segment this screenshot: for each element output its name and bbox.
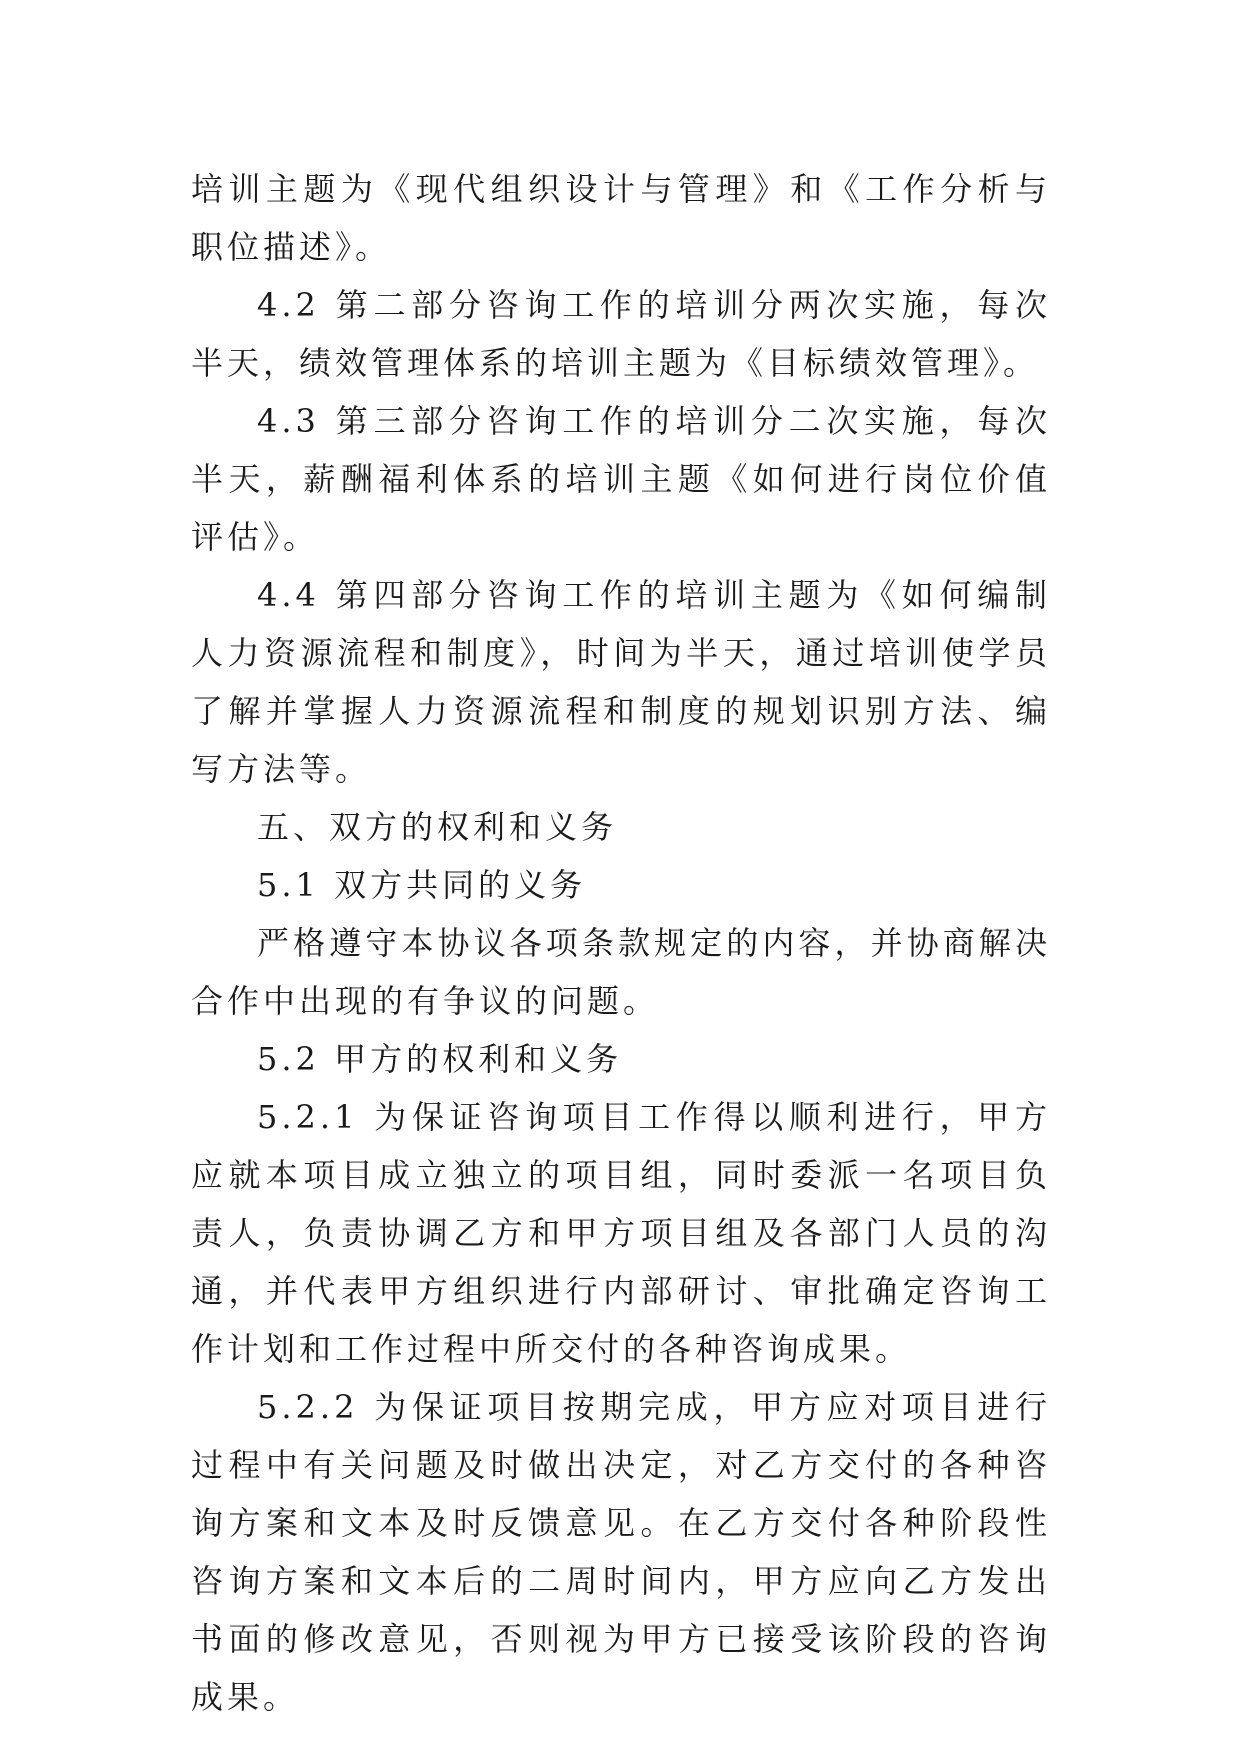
paragraph-4-2: 4.2 第二部分咨询工作的培训分两次实施，每次半天，绩效管理体系的培训主题为《目标绩效管理》。 [191, 286, 1051, 382]
paragraph-5-2-1: 5.2.1 为保证咨询项目工作得以顺利进行，甲方应就本项目成立独立的项目组，同时委派一名项目负责人，负责协调乙方和甲方项目组及各部门人员的沟通，并代表甲方组织进行内部研讨、审批确定咨询工作计划和工作过程中所交付的各种咨询成果。 [191, 1098, 1051, 1368]
document-body [191, 160, 1051, 1726]
subheading-5-1: 5.1 双方共同的义务 [257, 866, 587, 904]
paragraph-training-topics: 培训主题为《现代组织设计与管理》和《工作分析与职位描述》。 [191, 170, 1051, 266]
paragraph-4-3: 4.3 第三部分咨询工作的培训分二次实施，每次半天，薪酬福利体系的培训主题《如何进行岗位价值评估》。 [191, 402, 1051, 556]
paragraph-5-2-2: 5.2.2 为保证项目按期完成，甲方应对项目进行过程中有关问题及时做出决定，对乙方交付的各种咨询方案和文本及时反馈意见。在乙方交付各种阶段性咨询方案和文本后的二周时间内，甲方应向乙方发出书面的修改意见，否则视为甲方已接受该阶段的咨询成果。 [191, 1388, 1051, 1716]
paragraph-4-4: 4.4 第四部分咨询工作的培训主题为《如何编制人力资源流程和制度》，时间为半天，通过培训使学员了解并掌握人力资源流程和制度的规划识别方法、编写方法等。 [191, 576, 1051, 788]
paragraph-5-1-body: 严格遵守本协议各项条款规定的内容，并协商解决合作中出现的有争议的问题。 [191, 924, 1051, 1020]
section-heading-rights-obligations: 五、双方的权利和义务 [257, 808, 618, 846]
subheading-5-2: 5.2 甲方的权利和义务 [257, 1040, 623, 1078]
